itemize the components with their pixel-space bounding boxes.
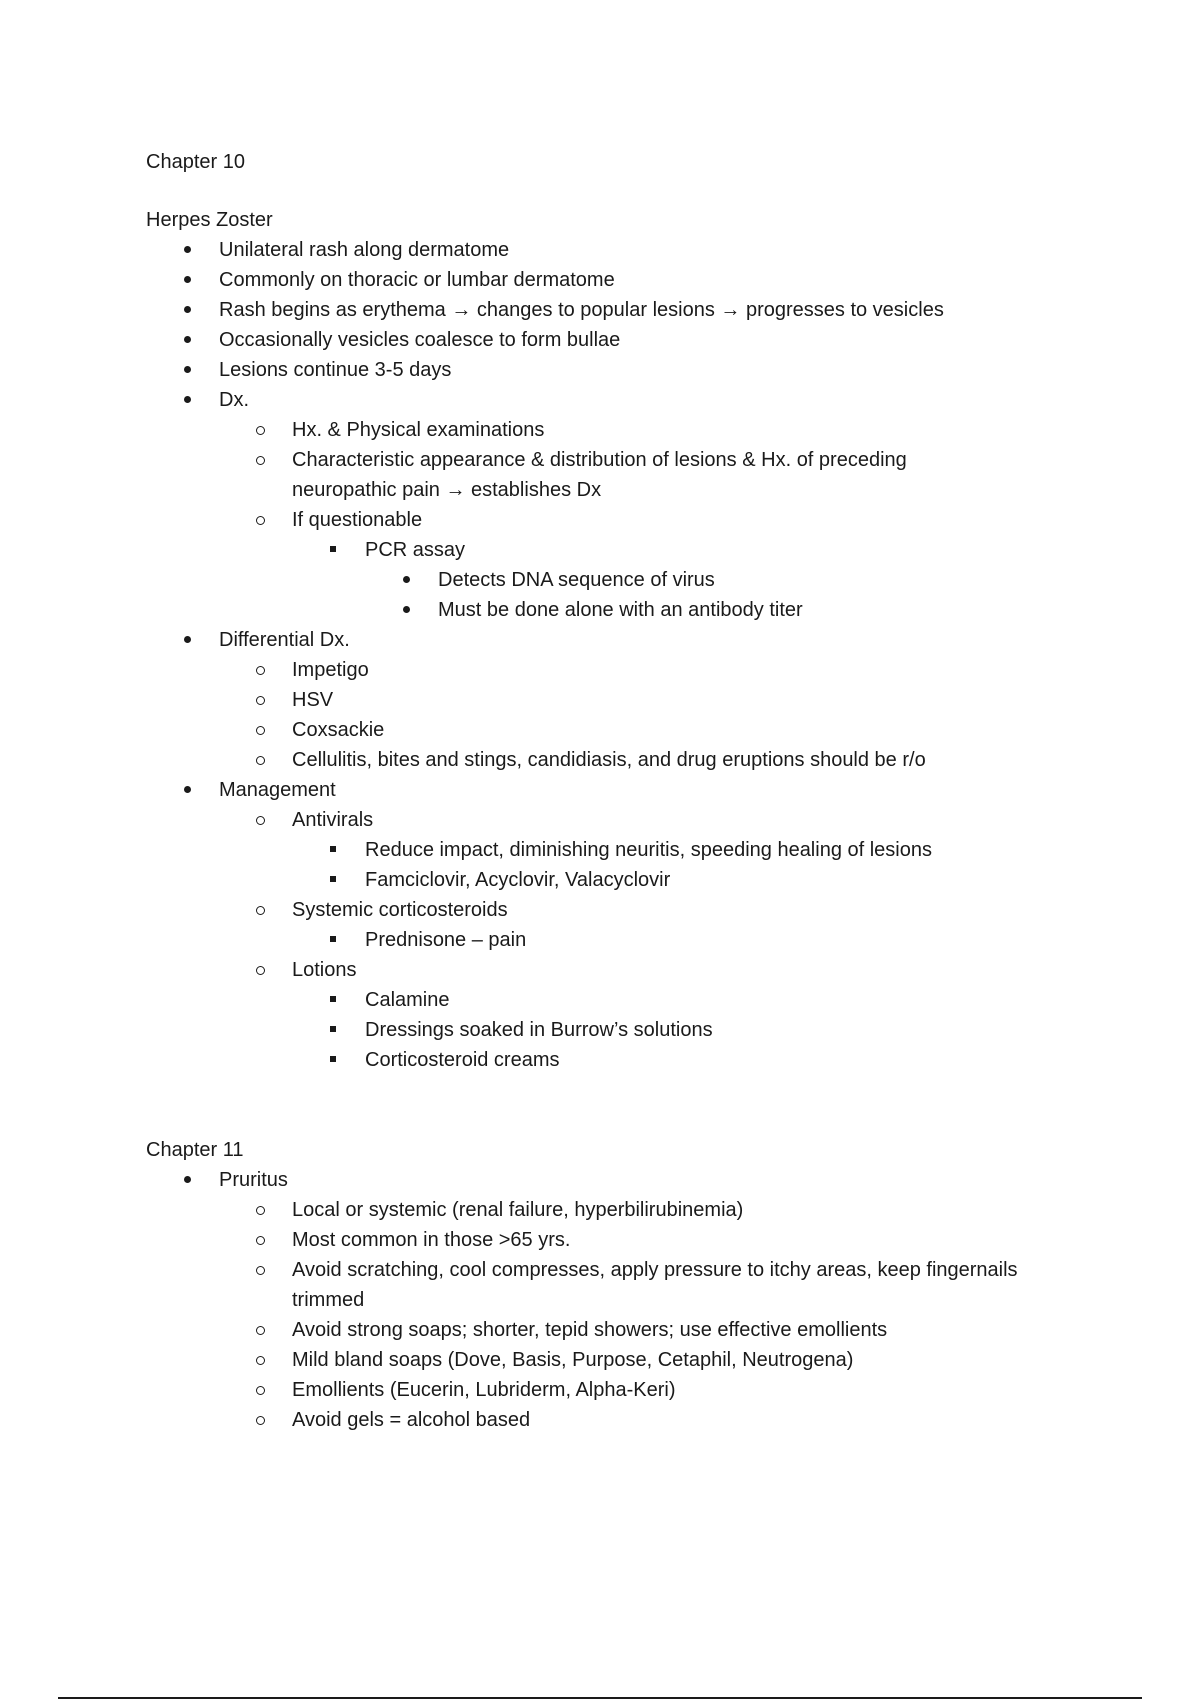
item-text: Coxsackie xyxy=(292,719,385,741)
list-item xyxy=(365,595,1146,625)
list-item xyxy=(292,835,1146,865)
item-text: Characteristic appearance & distribution of lesions & Hx. of preceding neuropathic pain → establishes Dx xyxy=(292,449,907,501)
item-text: Famciclovir, Acyclovir, Valacyclovir xyxy=(365,869,671,891)
list-item xyxy=(146,355,1146,385)
dx-item xyxy=(146,385,1146,625)
item-text: Local or systemic (renal failure, hyperbilirubinemia) xyxy=(292,1199,744,1221)
item-text: Differential Dx. xyxy=(219,629,350,651)
list-item xyxy=(219,955,1146,1075)
list-item xyxy=(219,1375,1146,1405)
list-item xyxy=(219,1345,1146,1375)
list-item xyxy=(219,805,1146,895)
pruritus-sublist xyxy=(219,1195,1146,1435)
item-text: Commonly on thoracic or lumbar dermatome xyxy=(219,269,615,291)
chapter-11-list xyxy=(146,1165,1146,1435)
list-item xyxy=(146,295,1146,325)
chapter-11-title: Chapter 11 xyxy=(146,1139,244,1161)
antivirals-sublist xyxy=(292,835,1146,895)
item-text: Management xyxy=(219,779,336,801)
item-text: Calamine xyxy=(365,989,450,1011)
item-text: Lotions xyxy=(292,959,357,981)
list-item xyxy=(146,235,1146,265)
lotions-sublist xyxy=(292,985,1146,1075)
item-text: Most common in those >65 yrs. xyxy=(292,1229,571,1251)
herpes-zoster-list xyxy=(146,235,1146,1075)
management-sublist xyxy=(219,805,1146,1075)
item-text: Must be done alone with an antibody titer xyxy=(438,599,803,621)
list-item xyxy=(365,565,1146,595)
item-text: Rash begins as erythema → changes to popular lesions → progresses to vesicles xyxy=(219,299,944,321)
item-text: Dressings soaked in Burrow’s solutions xyxy=(365,1019,713,1041)
differential-item xyxy=(146,625,1146,775)
herpes-zoster-heading: Herpes Zoster xyxy=(146,209,273,231)
item-text: Avoid gels = alcohol based xyxy=(292,1409,531,1431)
item-text: Reduce impact, diminishing neuritis, speeding healing of lesions xyxy=(365,839,932,861)
list-item xyxy=(219,1255,1146,1315)
list-item xyxy=(292,1045,1146,1075)
list-item xyxy=(219,715,1146,745)
item-text: Avoid strong soaps; shorter, tepid showers; use effective emollients xyxy=(292,1319,888,1341)
list-item xyxy=(219,655,1146,685)
list-item xyxy=(219,1405,1146,1435)
list-item xyxy=(219,415,1146,445)
pcr-sublist xyxy=(365,565,1146,625)
item-text: PCR assay xyxy=(365,539,466,561)
item-text: Prednisone – pain xyxy=(365,929,527,951)
list-item xyxy=(292,1015,1146,1045)
item-text: HSV xyxy=(292,689,334,711)
list-item xyxy=(219,895,1146,955)
item-text: Corticosteroid creams xyxy=(365,1049,560,1071)
document-page xyxy=(146,147,1146,1435)
differential-sublist xyxy=(219,655,1146,775)
item-text: Unilateral rash along dermatome xyxy=(219,239,510,261)
chapter-10-title: Chapter 10 xyxy=(146,151,245,173)
dx-sublist xyxy=(219,415,1146,625)
spacer xyxy=(146,177,1146,205)
item-text: If questionable xyxy=(292,509,423,531)
spacer xyxy=(146,1075,1146,1135)
list-item xyxy=(146,325,1146,355)
item-text: Lesions continue 3-5 days xyxy=(219,359,452,381)
list-item xyxy=(292,985,1146,1015)
corticosteroids-sublist xyxy=(292,925,1146,955)
pruritus-item xyxy=(146,1165,1146,1435)
list-item xyxy=(219,505,1146,625)
item-text: Pruritus xyxy=(219,1169,288,1191)
questionable-sublist xyxy=(292,535,1146,625)
list-item xyxy=(292,535,1146,625)
item-text: Impetigo xyxy=(292,659,369,681)
item-text: Mild bland soaps (Dove, Basis, Purpose, Cetaphil, Neutrogena) xyxy=(292,1349,854,1371)
list-item xyxy=(292,925,1146,955)
list-item xyxy=(292,865,1146,895)
item-text: Dx. xyxy=(219,389,249,411)
list-item xyxy=(146,265,1146,295)
list-item xyxy=(219,745,1146,775)
item-text: Avoid scratching, cool compresses, apply pressure to itchy areas, keep fingernails trimmed xyxy=(292,1259,1018,1311)
page-bottom-rule xyxy=(58,1697,1142,1699)
item-text: Hx. & Physical examinations xyxy=(292,419,545,441)
item-text: Emollients (Eucerin, Lubriderm, Alpha-Keri) xyxy=(292,1379,676,1401)
list-item xyxy=(219,1315,1146,1345)
list-item xyxy=(219,1195,1146,1225)
management-item xyxy=(146,775,1146,1075)
list-item xyxy=(219,445,1146,505)
item-text: Detects DNA sequence of virus xyxy=(438,569,715,591)
list-item xyxy=(219,685,1146,715)
item-text: Occasionally vesicles coalesce to form bullae xyxy=(219,329,621,351)
item-text: Systemic corticosteroids xyxy=(292,899,508,921)
list-item xyxy=(219,1225,1146,1255)
item-text: Antivirals xyxy=(292,809,374,831)
item-text: Cellulitis, bites and stings, candidiasis, and drug eruptions should be r/o xyxy=(292,749,926,771)
